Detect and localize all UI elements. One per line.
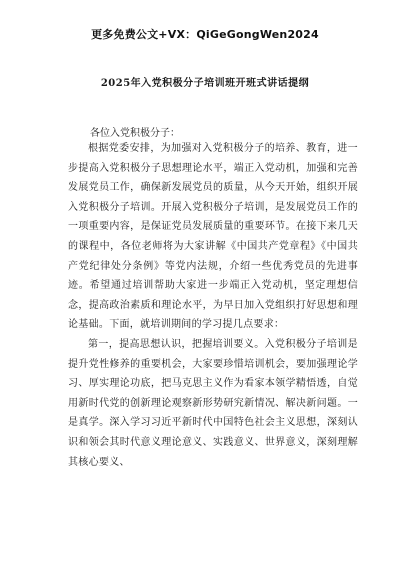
document-title: 2025年入党积极分子培训班开班式讲话提纲 (100, 78, 310, 89)
watermark-text: 更多免费公文+VX：QiGeGongWen2024 (91, 28, 319, 41)
document-body (68, 139, 358, 472)
paragraph: 根据党委安排，为加强对入党积极分子的培养、教育，进一步提高入党积极分子思想理论水平，端正入党动机，加强和完善发展党员工作，确保新发展党员的质量，从今天开始，组织开展入党积极分子培训。开展入党积极分子培训，是发展党员工作的一项重要内容，是保证党员发展质量的重要环节。在接下来几天的课程中，各位老师将为大家讲解《中国共产党章程》《中国共产党纪律处分条例》等党内法规，介绍一些优秀党员的先进事迹。希望通过培训帮助大家进一步端正入党动机，坚定理想信念，提高政治素质和理论水平，为早日加入党组织打好思想和理论基础。下面，就培训期间的学习提几点要求： (68, 143, 358, 331)
paragraph: 第一，提高思想认识，把握培训要义。入党积极分子培训是提升党性修养的重要机会，大家要珍惜培训机会，要加强理论学习、厚实理论功底，把马克思主义作为看家本领学精悟透，自觉用新时代党的创新理论观察新形势研究新情况、解决新问题。一是真学。深入学习习近平新时代中国特色社会主义思想，深刻认识和领会其时代意义理论意义、实践意义、世界意义，深刻理解其核心要义、 (68, 338, 358, 468)
salutation: 各位入党积极分子： (90, 128, 180, 139)
